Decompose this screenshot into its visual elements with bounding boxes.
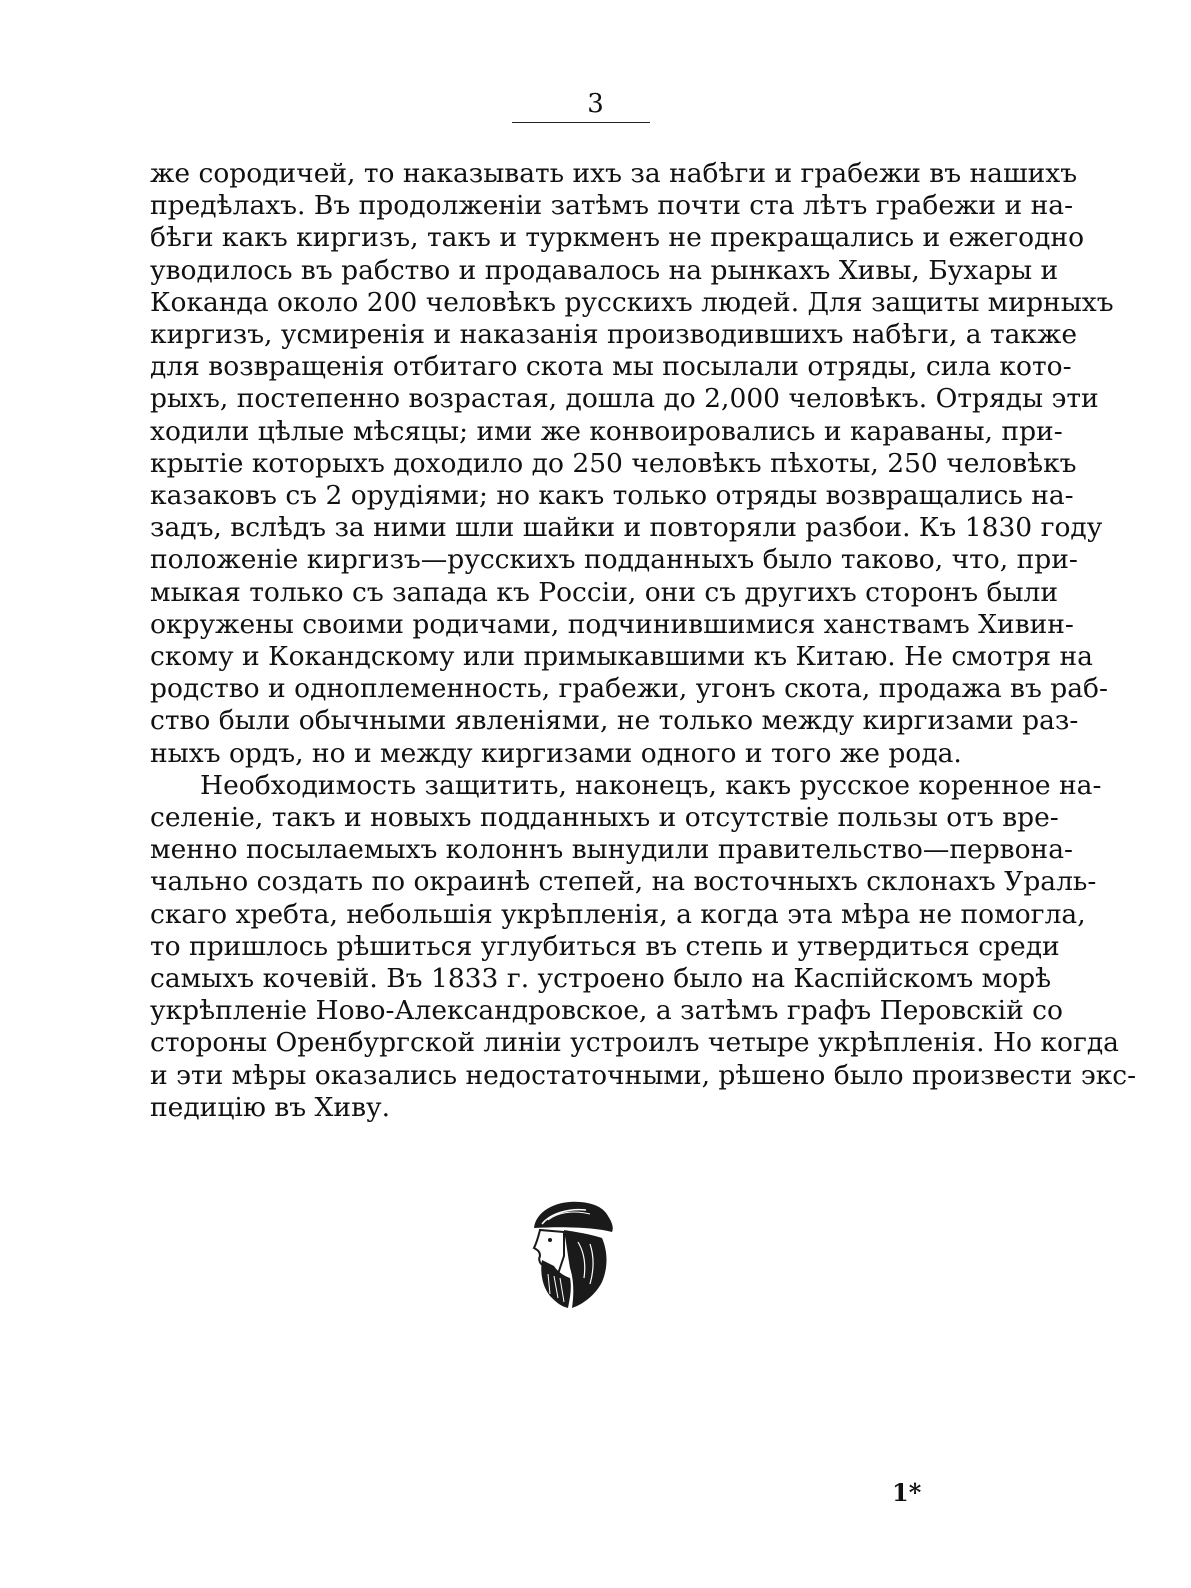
text-line: педицію въ Хиву. [150, 1091, 391, 1123]
text-line: окружены своими родичами, подчинившимися ханствамъ Хивин- [150, 608, 1074, 640]
text-line: задъ, вслѣдъ за ними шли шайки и повторяли разбои. Къ 1830 году [150, 512, 1103, 544]
text-line: ство были обычными явленіями, не только между киргизами раз- [150, 705, 1079, 737]
portrait-vignette-icon [528, 1198, 618, 1310]
text-line: менно посылаемыхъ колоннъ вынудили правительство—первона- [150, 834, 1073, 866]
text-line: селеніе, такъ и новыхъ подданныхъ и отсутствіе пользы отъ вре- [150, 802, 1059, 834]
paragraph-2 [150, 769, 1137, 1124]
header-rule [512, 122, 650, 123]
text-line: самыхъ кочевій. Въ 1833 г. устроено было на Каспійскомъ морѣ [150, 963, 1052, 995]
text-line: скаго хребта, небольшія укрѣпленія, а когда эта мѣра не помогла, [150, 898, 1086, 930]
text-line: Коканда около 200 человѣкъ русскихъ людей. Для защиты мирныхъ [150, 286, 1114, 318]
text-line: киргизъ, усмиренія и наказанія производившихъ набѣги, а также [150, 319, 1078, 351]
text-line: и эти мѣры оказались недостаточными, рѣшено было произвести экс- [150, 1059, 1137, 1091]
text-line: казаковъ съ 2 орудіями; но какъ только отряды возвращались на- [150, 480, 1074, 512]
text-line: же сородичей, то наказывать ихъ за набѣги и грабежи въ нашихъ [150, 158, 1078, 189]
text-line: бѣги какъ киргизъ, такъ и туркменъ не прекращались и ежегодно [150, 222, 1085, 254]
paragraph-1 [150, 158, 1114, 770]
text-line: положеніе киргизъ—русскихъ подданныхъ было таково, что, при- [150, 544, 1078, 576]
text-line: мыкая только съ запада къ Россіи, они съ другихъ сторонъ были [150, 576, 1059, 608]
text-line: чально создать по окраинѣ степей, на восточныхъ склонахъ Ураль- [150, 866, 1097, 898]
text-line: уводилось въ рабство и продавалось на рынкахъ Хивы, Бухары и [150, 254, 1059, 286]
text-line: предѣлахъ. Въ продолженіи затѣмъ почти ста лѣтъ грабежи и на- [150, 190, 1074, 222]
signature-mark: 1* [892, 1478, 922, 1507]
text-line: рыхъ, постепенно возрастая, дошла до 2,000 человѣкъ. Отряды эти [150, 383, 1099, 415]
text-line: ходили цѣлые мѣсяцы; ими же конвоировались и караваны, при- [150, 415, 1063, 447]
text-line: ныхъ ордъ, но и между киргизами одного и того же рода. [150, 737, 962, 769]
page-number: 3 [587, 89, 604, 119]
text-line: родство и одноплеменность, грабежи, угонъ скота, продажа въ раб- [150, 673, 1108, 705]
text-line: для возвращенія отбитаго скота мы посылали отряды, сила кото- [150, 351, 1072, 383]
body-text [150, 158, 1137, 1124]
text-line: то пришлось рѣшиться углубиться въ степь и утвердиться среди [150, 930, 1060, 962]
text-line: стороны Оренбургской линіи устроилъ четыре укрѣпленія. Но когда [150, 1027, 1119, 1059]
text-line: скому и Кокандскому или примыкавшими къ Китаю. Не смотря на [150, 641, 1093, 673]
text-line: крытіе которыхъ доходило до 250 человѣкъ пѣхоты, 250 человѣкъ [150, 447, 1077, 479]
text-line: Необходимость защитить, наконецъ, какъ русское коренное на- [200, 769, 1102, 801]
text-line: укрѣпленіе Ново-Александровское, а затѣмъ графъ Перовскій со [150, 995, 1063, 1027]
